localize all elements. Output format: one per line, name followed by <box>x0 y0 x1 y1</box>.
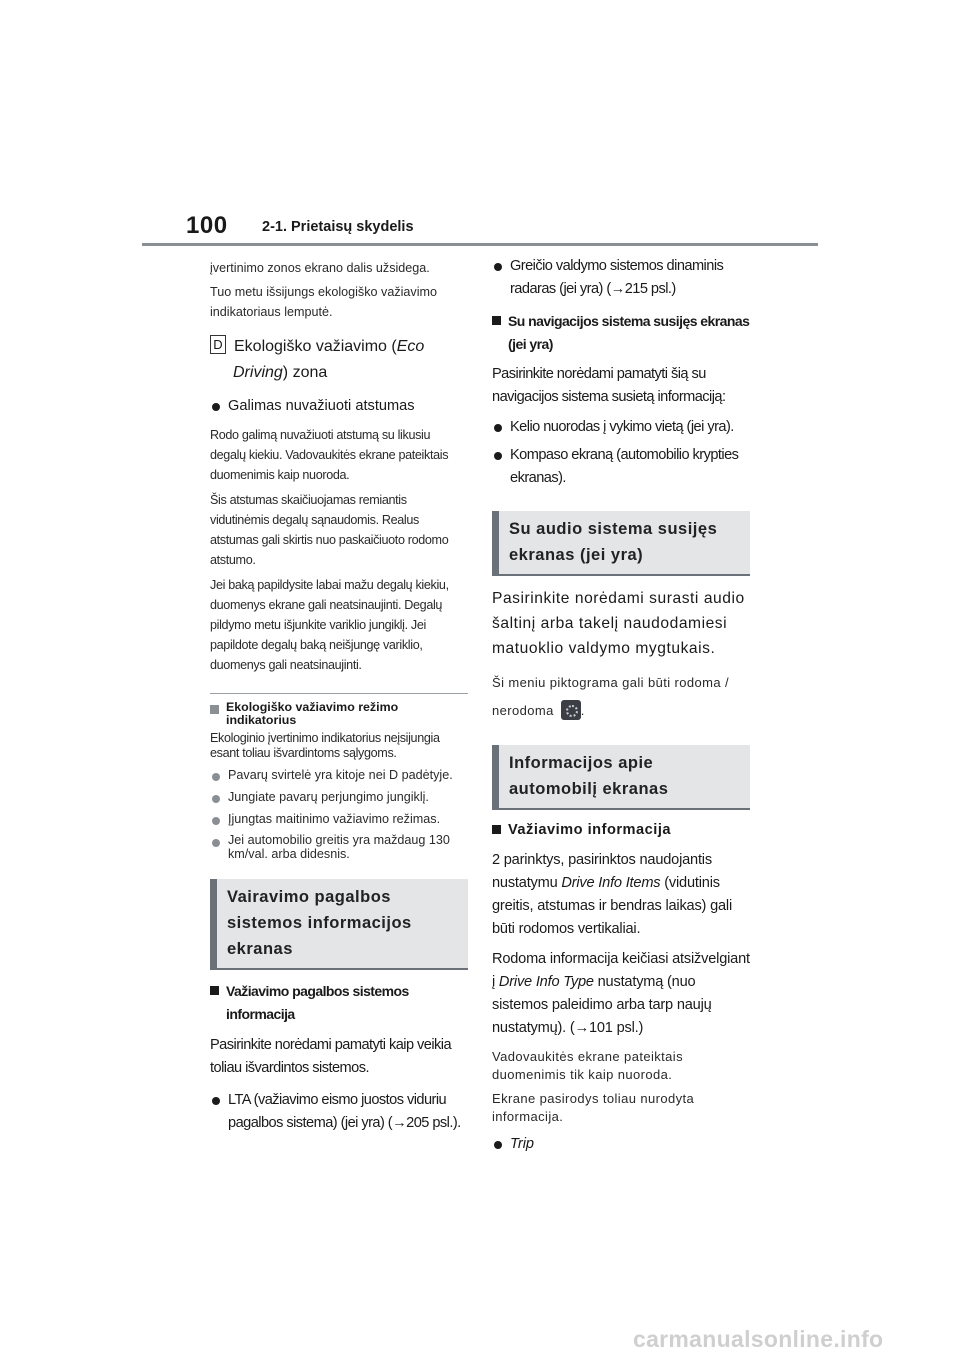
arrow-icon: → <box>392 1115 407 1131</box>
drive-info-text-1 <box>492 849 750 941</box>
page-number: 100 <box>186 212 228 239</box>
drive-info-items-setting: Drive Info Items <box>561 875 661 891</box>
right-column <box>492 255 750 1156</box>
nav-heading: Su navigacijos sistema susijęs ekranas (jei yra) <box>492 310 750 356</box>
assist-info-heading: Važiavimo pagalbos sistemos informacija <box>210 980 468 1026</box>
zone-text-driving: Driving <box>233 364 283 381</box>
divider <box>210 693 468 694</box>
audio-note <box>492 669 750 725</box>
zone-heading <box>210 334 468 386</box>
drive-info-text-2 <box>492 948 750 1040</box>
vehicle-info-section-box: Informacijos apie automobilį ekranas <box>492 745 750 810</box>
trip-label: Trip <box>510 1136 535 1152</box>
nav-item: Kelio nuorodas į vykimo vietą (jei yra). <box>492 416 750 439</box>
note-1: Vadovaukitės ekrane pateiktais duomenimis tik kaip nuoroda. <box>492 1049 683 1082</box>
eco-condition-item: Jei automobilio greitis yra maždaug 130 km/val. arba didesnis. <box>210 833 468 861</box>
range-paragraph-2: Šis atstumas skaičiuojamas remiantis vidutinėmis degalų sąnaudomis. Realus atstumas gali skirtis nuo paskaičiuoto rodomo atstumo. <box>210 493 449 567</box>
assist-section-box: Vairavimo pagalbos sistemos informacijos ekranas <box>210 879 468 970</box>
radar-bullet <box>492 255 750 301</box>
zone-marker-d: D <box>210 335 226 354</box>
zone-text-eco: Eco <box>396 338 425 355</box>
nav-text: Pasirinkite norėdami pamatyti šią su navigacijos sistema susietą informaciją: <box>492 366 726 405</box>
eco-condition-item: Pavarų svirtelė yra kitoje nei D padėtyje. <box>210 767 468 783</box>
eco-condition-item: Įjungtas maitinimo važiavimo režimas. <box>210 811 468 827</box>
eco-indicator-heading: Ekologiško važiavimo režimo indikatorius <box>210 701 468 727</box>
audio-note-end: . <box>580 703 585 718</box>
zone-text-a: Ekologiško važiavimo ( <box>234 338 397 355</box>
drive-info-type-setting: Drive Info Type <box>498 974 594 990</box>
radar-text: Greičio valdymo sistemos dinaminis radaras (jei yra) ( <box>510 258 724 297</box>
note-2: Ekrane pasirodys toliau nurodyta informacija. <box>492 1091 695 1124</box>
lta-bullet <box>210 1089 468 1135</box>
trip-item <box>492 1133 750 1156</box>
drive-info-heading: Važiavimo informacija <box>492 819 750 842</box>
drive-text-b: (vidutinis greitis, atstumas ir bendras laikas) gali būti rodomos vertikaliai. <box>492 875 732 937</box>
watermark: carmanualsonline.info <box>633 1326 884 1352</box>
audio-text: Pasirinkite norėdami surasti audio šaltinį arba takelį naudodamiesi matuoklio valdymo mygtukais. <box>492 590 745 657</box>
drive-page-link[interactable]: 101 psl.) <box>588 1020 644 1036</box>
header-rule <box>142 243 818 246</box>
zone-text-b: ) zona <box>282 364 328 381</box>
drive-text-a: 2 parinktys, pasirinktos naudojantis nustatymu <box>492 852 712 891</box>
intro-text-2: Tuo metu išsijungs ekologiško važiavimo indikatoriaus lemputė. <box>210 285 438 319</box>
arrow-icon: → <box>610 281 625 297</box>
left-column <box>210 258 468 1135</box>
eco-condition-item: Jungiate pavarų perjungimo jungiklį. <box>210 789 468 805</box>
radar-page-link[interactable]: 215 psl.) <box>624 281 676 297</box>
settings-gear-icon <box>561 700 581 720</box>
audio-section-box: Su audio sistema susijęs ekranas (jei yra) <box>492 511 750 576</box>
range-paragraph-1: Rodo galimą nuvažiuoti atstumą su likusiu degalų kiekiu. Vadovaukitės ekrane pateiktais duomenimis kaip nuoroda. <box>210 428 449 482</box>
lta-page-link[interactable]: 205 psl.). <box>406 1115 461 1131</box>
assist-info-text: Pasirinkite norėdami pamatyti kaip veikia toliau išvardintos sistemos. <box>210 1037 452 1076</box>
nav-item: Kompaso ekraną (automobilio krypties ekranas). <box>492 444 750 490</box>
eco-indicator-text: Ekologinio įvertinimo indikatorius neįsijungia esant toliau išvardintoms sąlygoms. <box>210 731 440 760</box>
audio-note-text: Ši meniu piktograma gali būti rodoma / nerodoma <box>492 675 730 718</box>
range-paragraph-3: Jei baką papildysite labai mažu degalų kiekiu, duomenys ekrane gali neatsinaujinti. Degalų pildymo metu išjunkite variklio jungiklį. Jei papildote degalų baką neišjungę variklio, duomenys gali neatsinaujinti. <box>210 578 449 672</box>
lta-text: LTA (važiavimo eismo juostos viduriu pagalbos sistema) (jei yra) ( <box>228 1092 447 1131</box>
arrow-icon: → <box>574 1020 589 1036</box>
intro-text-1: įvertinimo zonos ekrano dalis užsidega. <box>210 261 430 275</box>
drive-text-c: Rodoma informacija keičiasi atsižvelgiant į <box>492 951 750 990</box>
drive-text-d: nustatymą (nuo sistemos paleidimo arba tarp naujų nustatymų). ( <box>492 974 712 1036</box>
section-title: 2-1. Prietaisų skydelis <box>262 219 414 235</box>
range-bullet: Galimas nuvažiuoti atstumas <box>210 395 468 418</box>
